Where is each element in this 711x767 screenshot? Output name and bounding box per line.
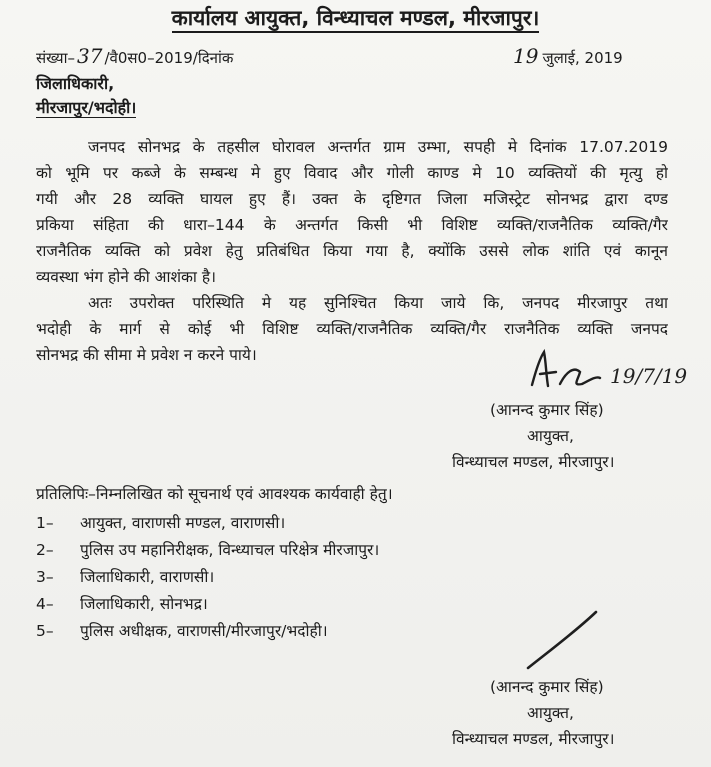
handwritten-day: 19 <box>513 44 539 68</box>
paragraph-line: गयी और 28 व्यक्ति घायल हुए हैं। उक्त के दृष्टिगत जिला मजिस्ट्रेट सोनभद्र द्वारा दण्ड <box>36 190 668 208</box>
paragraph-line: जनपद सोनभद्र के तहसील घोरावल अन्तर्गत ग्राम उम्भा, सपही मे दिनांक 17.07.2019 <box>88 138 668 156</box>
copy-item: 4– जिलाधिकारी, सोनभद्र। <box>36 595 208 613</box>
signatory-office-1: विन्ध्याचल मण्डल, मीरजापुर। <box>452 453 615 471</box>
copy-item: 3– जिलाधिकारी, वाराणसी। <box>36 568 215 586</box>
signature-stroke <box>528 612 596 668</box>
paragraph-line: राजनैतिक व्यक्ति को प्रवेश हेतु प्रतिबंधित किया गया है, क्योंकि उससे लोक शांति एवं कानून <box>36 242 668 260</box>
letterhead-title: कार्यालय आयुक्त, विन्ध्याचल मण्डल, मीरजापुर। <box>0 4 711 32</box>
copy-item: 5– पुलिस अधीक्षक, वाराणसी/मीरजापुर/भदोही। <box>36 622 328 640</box>
letter-date: 19 जुलाई, 2019 <box>513 44 623 68</box>
paragraph-line: भदोही के मार्ग से कोई भी विशिष्ट व्यक्ति/राजनैतिक व्यक्ति/गैर राजनैतिक व्यक्ति जनपद <box>36 320 668 338</box>
paragraph-line: अतः उपरोक्त परिस्थिति मे यह सुनिश्चित किया जाये कि, जनपद मीरजापुर तथा <box>88 294 668 312</box>
handwritten-signature-date: 19/7/19 <box>610 364 688 388</box>
handwritten-dispatch-number: 37 <box>77 44 103 68</box>
signature-scribble <box>532 352 600 386</box>
copy-heading: प्रतिलिपिः–निम्नलिखित को सूचनार्थ एवं आवश्यक कार्यवाही हेतु। <box>36 485 393 503</box>
copy-item: 1– आयुक्त, वाराणसी मण्डल, वाराणसी। <box>36 514 286 532</box>
signatory-office-2: विन्ध्याचल मण्डल, मीरजापुर। <box>452 730 615 748</box>
paragraph-line: व्यवस्था भंग होने की आशंका है। <box>36 268 216 286</box>
addressee-line-2: मीरजापुर/भदोही। <box>36 98 137 117</box>
paragraph-line: सोनभद्र की सीमा मे प्रवेश न करने पाये। <box>36 346 257 364</box>
signatory-designation-1: आयुक्त, <box>527 427 574 445</box>
paragraph-line: को भूमि पर कब्जे के सम्बन्ध मे हुए विवाद और गोली काण्ड मे 10 व्यक्तियों की मृत्यु हो <box>36 164 668 182</box>
signatory-name-1: (आनन्द कुमार सिंह) <box>490 401 604 419</box>
signatory-name-2: (आनन्द कुमार सिंह) <box>490 678 604 696</box>
copy-item: 2– पुलिस उप महानिरीक्षक, विन्ध्याचल परिक्षेत्र मीरजापुर। <box>36 541 380 559</box>
reference-number: संख्या– 37 /वै0स0–2019/दिनांक <box>36 44 234 68</box>
signatory-designation-2: आयुक्त, <box>527 704 574 722</box>
addressee-line-1: जिलाधिकारी, <box>36 74 115 93</box>
paragraph-line: प्रकिया संहिता की धारा–144 के अन्तर्गत किसी भी विशिष्ट व्यक्ति/राजनैतिक व्यक्ति/गैर <box>36 216 668 234</box>
